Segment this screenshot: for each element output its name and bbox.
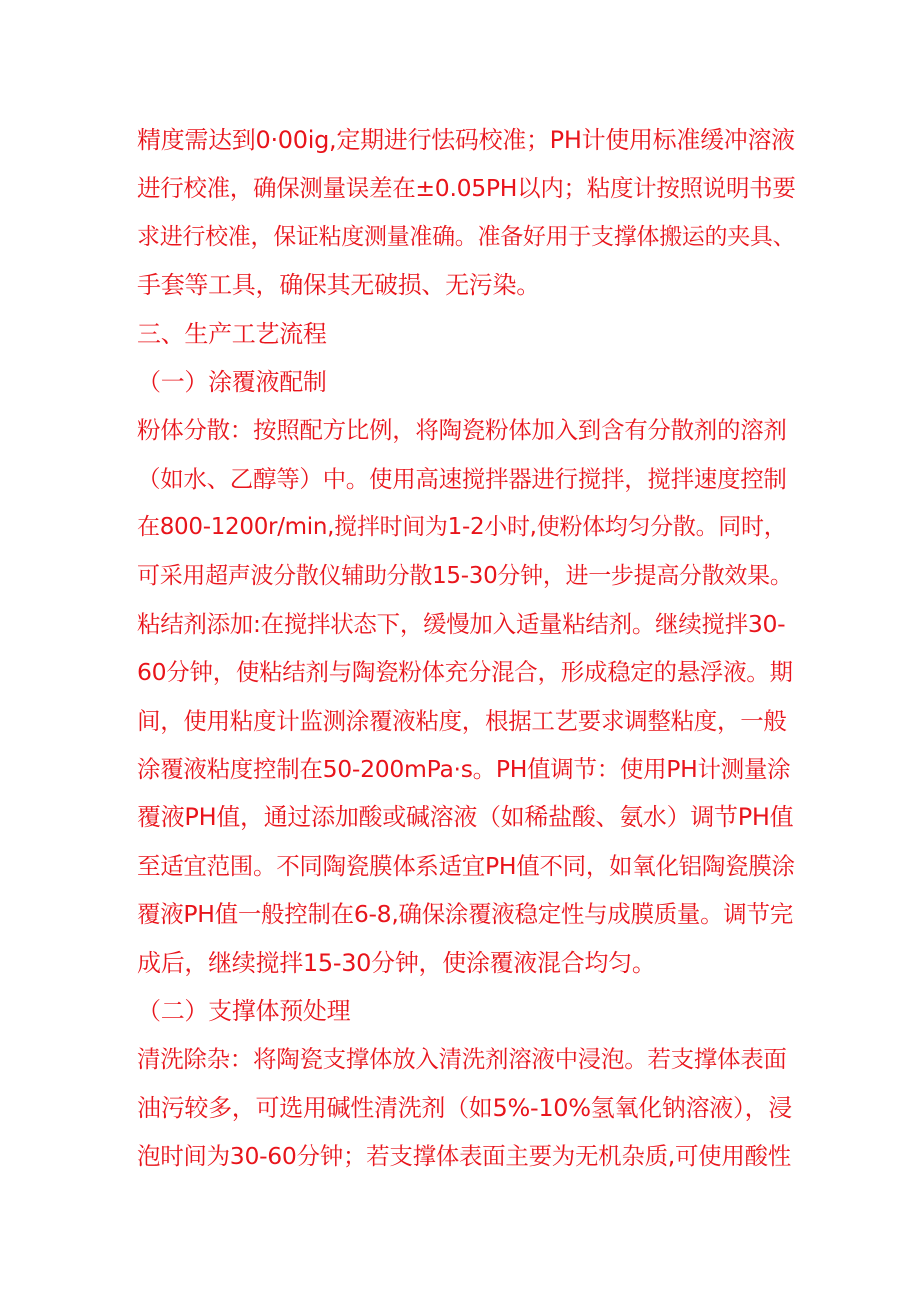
document-body [137, 116, 797, 1181]
text-line: 60分钟，使粘结剂与陶瓷粉体充分混合，形成稳定的悬浮液。期 [137, 658, 793, 687]
text-line: 粘结剂添加:在搅拌状态下，缓慢加入适量粘结剂。继续搅拌30- [137, 609, 786, 638]
text-line: 清洗除杂：将陶瓷支撑体放入清洗剂溶液中浸泡。若支撑体表面 [137, 1045, 787, 1074]
text-line: 求进行校准，保证粘度测量准确。准备好用于支撑体搬运的夹具、 [137, 223, 796, 250]
text-line: 涂覆液粘度控制在50-200mPa·s。PH值调节：使用PH计测量涂 [137, 755, 791, 784]
text-line: 进行校准，确保测量误差在±0.05PH以内；粘度计按照说明书要 [137, 174, 796, 203]
text-line: 泡时间为30-60分钟；若支撑体表面主要为无机杂质,可使用酸性 [137, 1142, 791, 1171]
subsection-heading: （二）支撑体预处理 [137, 997, 351, 1026]
subsection-heading: （一）涂覆液配制 [137, 367, 327, 396]
text-line: 手套等工具，确保其无破损、无污染。 [137, 271, 540, 300]
text-line: 覆液PH值，通过添加酸或碱溶液（如稀盐酸、氨水）调节PH值 [137, 803, 794, 832]
text-line: 精度需达到0·00ig,定期进行怯码校准；PH计使用标准缓冲溶液 [137, 126, 795, 154]
text-line: 成后，继续搅拌15-30分钟，使涂覆液混合均匀。 [137, 948, 656, 977]
text-line: 在800-1200r/min,搅拌时间为1-2小时,使粉体均匀分散。同时， [137, 514, 787, 541]
text-line: 粉体分散：按照配方比例，将陶瓷粉体加入到含有分散剂的溶剂 [137, 416, 787, 445]
text-line: 可采用超声波分散仪辅助分散15-30分钟，进一步提高分散效果。 [137, 562, 793, 589]
text-line: 覆液PH值一般控制在6-8,确保涂覆液稳定性与成膜质量。调节完 [137, 900, 793, 929]
text-line: （如水、乙醇等）中。使用高速搅拌器进行搅拌，搅拌速度控制 [137, 464, 787, 493]
text-line: 油污较多，可选用碱性清洗剂（如5%-10%氢氧化钠溶液），浸 [137, 1093, 793, 1122]
text-line: 间，使用粘度计监测涂覆液粘度，根据工艺要求调整粘度，一般 [137, 706, 787, 735]
text-line: 至适宜范围。不同陶瓷膜体系适宜PH值不同，如氧化铝陶瓷膜涂 [137, 851, 795, 880]
section-heading: 三、生产工艺流程 [137, 319, 327, 348]
